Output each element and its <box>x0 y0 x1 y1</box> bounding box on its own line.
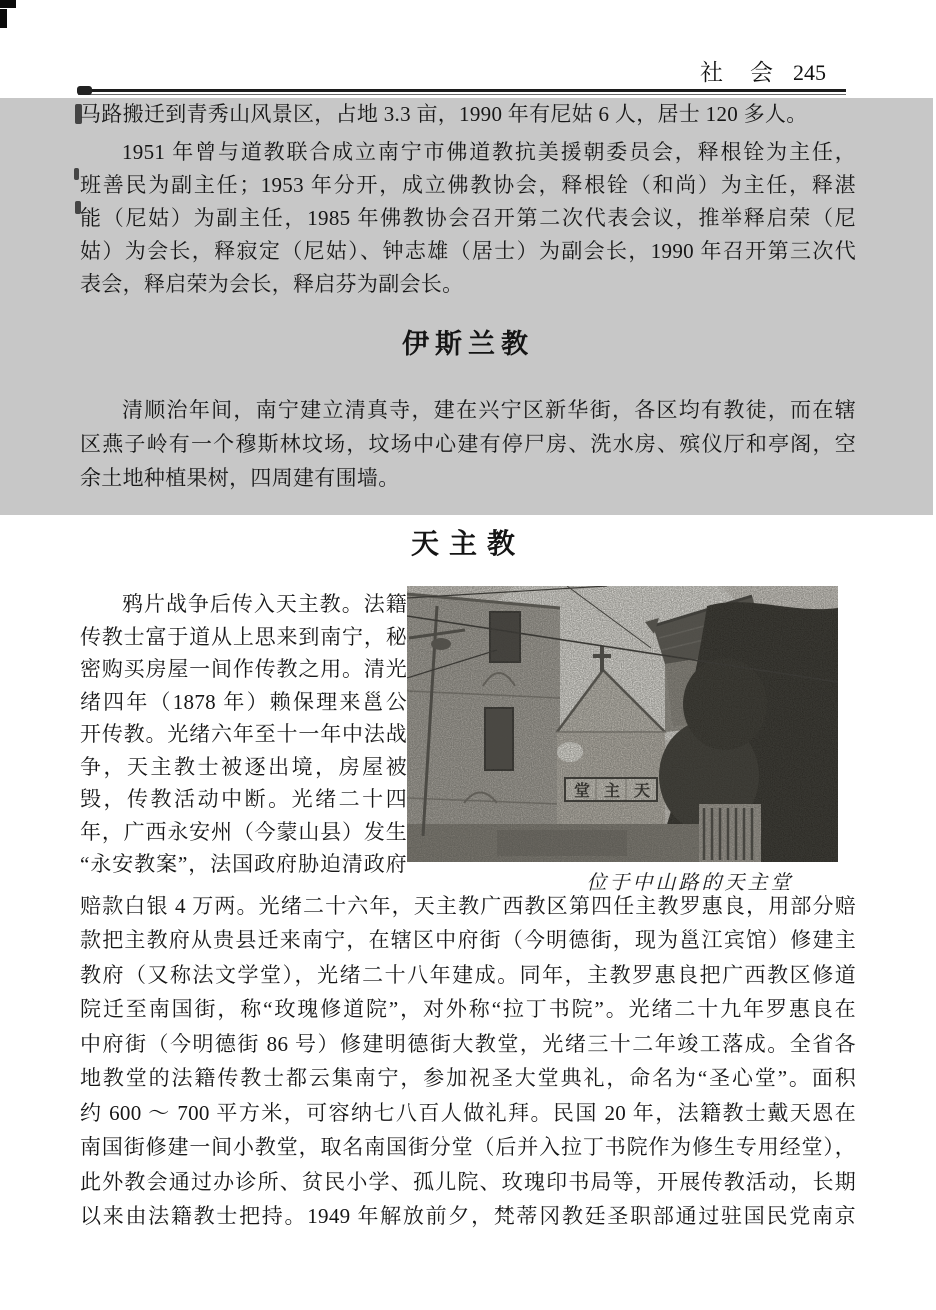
text-line: 争，天主教士被逐出境，房屋被 <box>80 755 407 779</box>
text-line: 清顺治年间，南宁建立清真寺，建在兴宁区新华街，各区均有教徒，而在辖 <box>122 398 856 422</box>
text-line: 地教堂的法籍传教士都云集南宁，参加祝圣大堂典礼，命名为“圣心堂”。面积 <box>80 1066 856 1090</box>
text-line: 约 600 ～ 700 平方米，可容纳七八百人做礼拜。民国 20 年，法籍教士戴天恩在 <box>80 1101 856 1125</box>
text-line: “永安教案”，法国政府胁迫清政府 <box>80 852 407 876</box>
page-header <box>700 54 826 87</box>
text-line: 教府（又称法文学堂），光绪二十八年建成。同年，主教罗惠良把广西教区修道 <box>80 963 856 987</box>
text-line: 鸦片战争后传入天主教。法籍 <box>122 592 407 616</box>
section-heading-catholic: 天主教 <box>410 528 525 559</box>
text-line: 姑）为会长，释寂定（尼姑）、钟志雄（居士）为副会长，1990 年召开第三次代 <box>80 239 856 263</box>
text-line: 年，广西永安州（今蒙山县）发生 <box>80 820 407 844</box>
text-line: 中府街（今明德街 86 号）修建明德街大教堂，光绪三十二年竣工落成。全省各 <box>80 1032 856 1056</box>
text-line: 马路搬迁到青秀山风景区，占地 3.3 亩，1990 年有尼姑 6 人，居士 120 多人。 <box>80 102 808 126</box>
text-line: 此外教会通过办诊所、贫民小学、孤儿院、玫瑰印书局等，开展传教活动，长期 <box>80 1170 856 1194</box>
church-photo <box>407 586 838 862</box>
text-line: 密购买房屋一间作传教之用。清光 <box>80 657 407 681</box>
text-line: 开传教。光绪六年至十一年中法战 <box>80 722 407 746</box>
text-line: 能（尼姑）为副主任，1985 年佛教协会召开第二次代表会议，推举释启荣（尼 <box>80 206 856 230</box>
section-heading-islam: 伊斯兰教 <box>402 329 534 359</box>
text-line: 班善民为副主任；1953 年分开，成立佛教协会，释根铨（和尚）为主任，释湛 <box>80 173 856 197</box>
text-line: 表会，释启荣为会长，释启芬为副会长。 <box>80 272 464 296</box>
text-line: 款把主教府从贵县迁来南宁，在辖区中府街（今明德街，现为邕江宾馆）修建主 <box>80 928 856 952</box>
page-number: 245 <box>793 60 826 85</box>
text-line: 南国街修建一间小教堂，取名南国街分堂（后并入拉丁书院作为修生专用经堂）， <box>80 1135 856 1159</box>
scan-artifact-corner <box>0 0 16 8</box>
text-line: 余土地种植果树，四周建有围墙。 <box>80 466 400 490</box>
text-line: 传教士富于道从上思来到南宁，秘 <box>80 625 407 649</box>
running-head: 社 会 <box>700 60 775 85</box>
text-line: 绪四年（1878 年）赖保理来邕公 <box>80 690 407 714</box>
text-line: 院迁至南国街，称“玫瑰修道院”，对外称“拉丁书院”。光绪二十九年罗惠良在 <box>80 997 856 1021</box>
header-rule <box>78 89 846 95</box>
scan-artifact-corner <box>0 9 7 28</box>
scan-artifact-blob <box>77 86 92 95</box>
text-line: 赔款白银 4 万两。光绪二十六年，天主教广西教区第四任主教罗惠良，用部分赔 <box>80 894 856 918</box>
scan-artifact-smudge <box>74 168 79 180</box>
text-line: 区燕子岭有一个穆斯林坟场，坟场中心建有停尸房、洗水房、殡仪厅和亭阁，空 <box>80 432 856 456</box>
text-line: 毁，传教活动中断。光绪二十四 <box>80 787 407 811</box>
photo-caption: 位于中山路的天主堂 <box>586 872 794 894</box>
text-line: 1951 年曾与道教联合成立南宁市佛道教抗美援朝委员会，释根铨为主任， <box>122 140 856 164</box>
text-line: 以来由法籍教士把持。1949 年解放前夕，梵蒂冈教廷圣职部通过驻国民党南京 <box>80 1204 856 1228</box>
